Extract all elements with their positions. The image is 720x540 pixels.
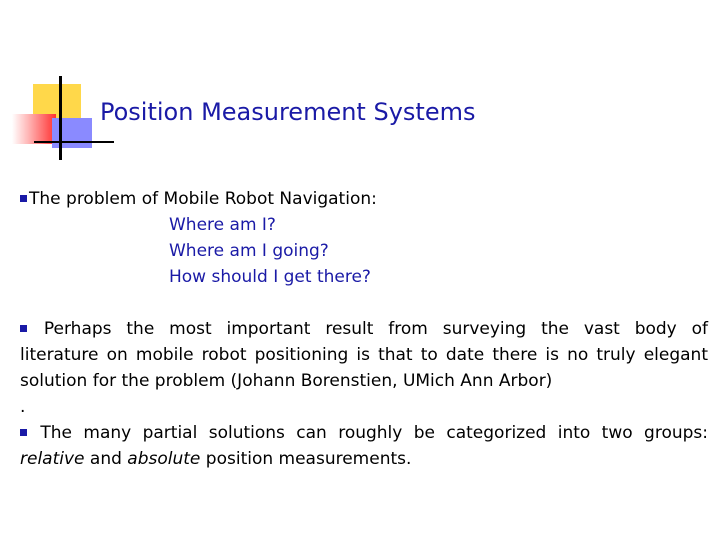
dot-line: .	[20, 397, 26, 417]
decor-blue-square	[52, 118, 92, 148]
slide-body	[20, 186, 708, 472]
intro-line: The problem of Mobile Robot Navigation:	[20, 186, 708, 212]
bullet-icon	[20, 429, 27, 436]
decor-horizontal-line	[34, 141, 114, 143]
question-3: How should I get there?	[169, 267, 371, 287]
bullet-icon	[20, 325, 27, 332]
para1-line3: solution for the problem (Johann Borenstien, UMich Ann Arbor)	[20, 371, 553, 391]
question-1: Where am I?	[169, 215, 276, 235]
para1-line1: Perhaps the most important result from surveying the vast body of	[20, 316, 708, 342]
decor-red-bar	[12, 114, 56, 144]
decor-vertical-line	[59, 76, 62, 160]
para1-line2: literature on mobile robot positioning is that to date there is no truly elegant	[20, 345, 708, 365]
bullet-icon	[20, 195, 27, 202]
para2-line2: relative and absolute position measurements.	[20, 449, 412, 469]
question-2: Where am I going?	[169, 241, 329, 261]
slide-title: Position Measurement Systems	[100, 98, 476, 126]
para2-line1: The many partial solutions can roughly be categorized into two groups:	[20, 420, 708, 446]
